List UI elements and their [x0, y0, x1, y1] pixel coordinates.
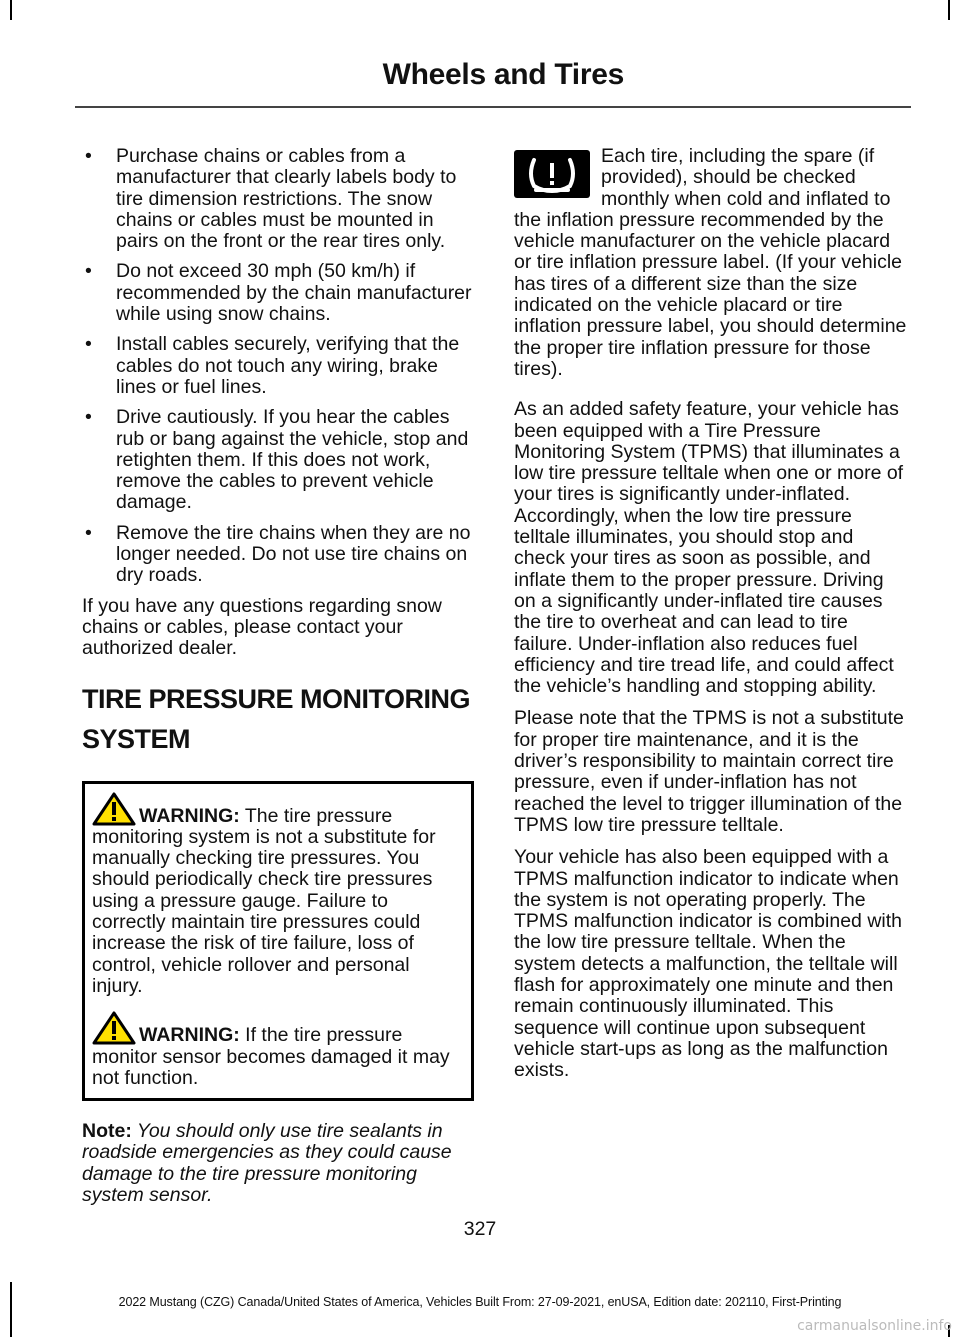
warning-label: WARNING:	[139, 804, 240, 827]
tpms-paragraph-1: Each tire, including the spare (if provided), should be checked monthly when cold and inflated to the inflation pressure recommended by the vehicle manufacturer on the vehicle placard or tire inflation pressure label. (If your vehicle has tires of a different size than the size indicated on the vehicle placard or tire inflation pressure label, you should determine the proper tire inflation pressure for those tires).	[514, 145, 907, 380]
note-label: Note:	[82, 1120, 132, 1143]
warning-text: The tire pressure monitoring system is not a substitute for manually checking tire pressures. You should periodically check tire pressures using a pressure gauge. Failure to correctly maintain tire pressures could increase the risk of tire failure, loss of control, vehicle rollover and personal injury.	[92, 804, 436, 997]
list-item-text: Drive cautiously. If you hear the cables rub or bang against the vehicle, stop and retighten them. If this does not work, remove the cables to prevent vehicle damage.	[116, 406, 469, 514]
tpms-paragraph-4: Your vehicle has also been equipped with a TPMS malfunction indicator to indicate when the system is not operating properly. The TPMS malfunction indicator is combined with the low tire pressure telltale. When the system detects a malfunction, the telltale will flash for approximately one minute and then remain continuously illuminated. This sequence will continue upon subsequent vehicle start-ups as long as the malfunction exists.	[514, 846, 902, 1082]
section-heading-line-2: SYSTEM	[82, 723, 191, 754]
list-item	[82, 146, 474, 252]
list-item-text: Do not exceed 30 mph (50 km/h) if recommended by the chain manufacturer while using snow chains.	[116, 260, 472, 326]
crop-mark-top-right	[948, 0, 950, 20]
page-title: Wheels and Tires	[382, 58, 624, 91]
list-item-text: Install cables securely, verifying that the cables do not touch any wiring, brake lines or fuel lines.	[116, 333, 460, 398]
tire-pressure-glyph	[524, 154, 580, 194]
crop-mark-bottom-left	[10, 1282, 12, 1337]
list-item-text: Purchase chains or cables from a manufacturer that clearly labels body to tire dimension restrictions. The snow chains or cables must be mounted in pairs on the front or the rear tires only.	[116, 145, 457, 253]
footer-edition-info: 2022 Mustang (CZG) Canada/United States of America, Vehicles Built From: 27-09-2021, enUSA, Edition date: 202110, First-Printing	[118, 1295, 842, 1309]
warning-triangle-icon	[92, 792, 136, 826]
watermark: carmanualsonline.info	[797, 1318, 952, 1334]
header-divider	[75, 106, 911, 108]
list-item	[82, 334, 474, 398]
note-paragraph	[82, 1121, 474, 1206]
dealer-paragraph: If you have any questions regarding snow chains or cables, please contact your authorized dealer.	[82, 594, 442, 660]
section-heading-line-1: TIRE PRESSURE MONITORING	[82, 683, 471, 714]
crop-mark-top-left	[10, 0, 12, 20]
bullet-marker: •	[85, 260, 92, 283]
chain-bullet-list	[82, 146, 474, 587]
warning-box	[82, 781, 474, 1102]
tpms-paragraph-2: As an added safety feature, your vehicle has been equipped with a Tire Pressure Monitoring System (TPMS) that illuminates a low tire pressure telltale when one or more of your tires is significantly under-inflated. Accordingly, when the low tire pressure telltale illuminates, you should stop and check your tires as soon as possible, and inflate them to the proper pressure. Driving on a significantly under-inflated tire causes the tire to overheat and can lead to tire failure. Under-inflation also reduces fuel efficiency and tire tread life, and could affect the vehicle’s handling and stopping ability.	[514, 398, 904, 698]
tpms-paragraph-3: Please note that the TPMS is not a substitute for proper tire maintenance, and it is the driver’s responsibility to maintain correct tire pressure, even if under-inflation has not reached the level to trigger illumination of the TPMS low tire pressure telltale.	[514, 707, 904, 836]
warning-item	[92, 792, 464, 998]
note-text: You should only use tire sealants in roadside emergencies as they could cause damage to the tire pressure monitoring system sensor.	[82, 1120, 452, 1206]
left-column	[82, 146, 474, 1217]
section-heading	[82, 679, 474, 759]
warning-label: WARNING:	[139, 1024, 240, 1047]
list-item	[82, 407, 474, 513]
list-item-text: Remove the tire chains when they are no longer needed. Do not use tire chains on dry roads.	[116, 521, 471, 587]
list-item	[82, 261, 474, 325]
bullet-marker: •	[85, 406, 92, 429]
right-column	[514, 146, 908, 1092]
warning-item	[92, 1011, 464, 1089]
tire-pressure-warning-icon	[514, 150, 590, 198]
warning-text: If the tire pressure monitor sensor becomes damaged it may not function.	[92, 1024, 450, 1089]
page-number: 327	[463, 1218, 497, 1240]
bullet-marker: •	[85, 521, 92, 544]
bullet-marker: •	[85, 333, 92, 356]
warning-triangle-icon	[92, 1011, 136, 1045]
bullet-marker: •	[85, 145, 92, 167]
list-item	[82, 523, 474, 587]
